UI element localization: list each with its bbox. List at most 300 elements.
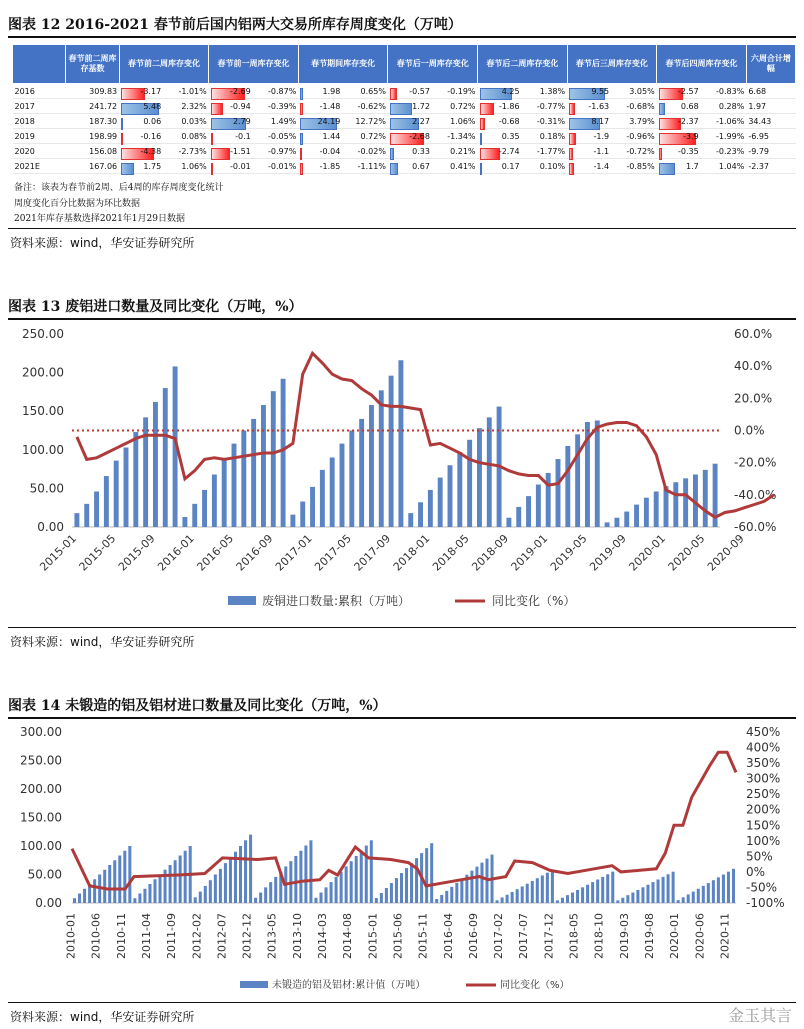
y-right-tick: 60.0% <box>734 327 773 341</box>
change-value: -2.68 <box>409 131 430 141</box>
data-bar <box>300 103 302 115</box>
change-pct: -1.06% <box>716 116 745 126</box>
data-bar <box>480 133 483 145</box>
bar-mark <box>611 872 614 903</box>
bar-mark <box>541 875 544 903</box>
fig14-top-rule <box>8 717 796 719</box>
fig14-bottom-rule <box>8 1002 796 1003</box>
bar-mark <box>199 892 202 903</box>
change-pct: -0.96% <box>626 131 655 141</box>
x-tick: 2010-06 <box>89 913 103 959</box>
bar-mark <box>118 856 121 904</box>
bar-mark <box>174 860 177 903</box>
table-header: 春节后一周库存变化 <box>388 45 478 84</box>
bar-mark <box>204 886 207 903</box>
watermark: 金玉其言 <box>727 1006 792 1025</box>
bar-mark <box>78 894 81 904</box>
change-value: 24.19 <box>317 116 341 126</box>
change-value: -4.38 <box>140 146 162 156</box>
bar-mark <box>84 504 89 527</box>
bar-mark <box>309 840 312 903</box>
x-tick: 2019-03 <box>617 913 631 959</box>
legend-label-bar: 废铜进口数量:累积（万吨） <box>262 594 411 608</box>
change-pct: 0.41% <box>450 161 476 171</box>
y-right-tick: 40.0% <box>734 359 773 374</box>
bar-mark <box>526 496 531 527</box>
bar-mark <box>389 376 394 527</box>
row-year: 2020 <box>13 144 66 159</box>
bar-mark <box>561 898 564 903</box>
change-cell <box>209 129 299 144</box>
bar-mark <box>430 843 433 903</box>
change-cell <box>298 129 388 144</box>
bar-mark <box>194 897 197 903</box>
bar-mark <box>697 889 700 903</box>
data-bar <box>300 163 303 175</box>
x-tick: 2015-01 <box>37 531 80 574</box>
change-cell <box>209 99 299 114</box>
bar-mark <box>192 504 197 527</box>
bar-mark <box>477 428 482 527</box>
x-tick: 2014-03 <box>316 913 330 959</box>
change-pct: -0.19% <box>447 86 476 96</box>
change-value: -1.85 <box>319 161 341 171</box>
data-bar <box>300 133 302 145</box>
change-cell <box>119 159 209 174</box>
change-cell <box>567 129 657 144</box>
x-tick: 2010-01 <box>64 913 78 959</box>
bar-mark <box>683 478 688 527</box>
bar-mark <box>521 886 524 903</box>
bar-mark <box>662 877 665 903</box>
bar-mark <box>314 898 317 903</box>
x-tick: 2017-09 <box>351 531 394 574</box>
bar-mark <box>202 490 207 527</box>
change-cell <box>567 99 657 114</box>
legend-swatch-bar <box>240 981 268 988</box>
change-pct: 0.10% <box>539 161 566 171</box>
change-pct: 0.72% <box>360 131 386 141</box>
bar-mark <box>480 863 483 903</box>
bar-mark <box>614 518 619 527</box>
bar-mark <box>254 898 257 903</box>
bar-mark <box>445 891 448 903</box>
row-base: 167.06 <box>66 159 119 174</box>
bar-mark <box>616 900 619 903</box>
bar-mark <box>450 887 453 903</box>
bar-mark <box>605 522 610 527</box>
bar-mark <box>113 860 116 903</box>
x-tick: 2017-05 <box>312 531 354 574</box>
change-cell <box>388 114 478 129</box>
x-tick: 2019-09 <box>587 531 629 574</box>
x-tick: 2013-10 <box>290 913 304 959</box>
bar-mark <box>687 894 690 903</box>
data-bar <box>390 103 412 115</box>
change-value: -0.01 <box>230 161 251 171</box>
change-value: 5.48 <box>143 101 162 111</box>
bar-mark <box>251 419 256 527</box>
x-tick: 2016-01 <box>155 531 197 574</box>
change-pct: -0.68% <box>626 101 655 111</box>
change-cell <box>567 114 657 129</box>
bar-mark <box>576 890 579 903</box>
x-tick: 2018-09 <box>469 531 512 574</box>
x-tick: 2018-05 <box>567 913 581 959</box>
change-pct: -0.01% <box>268 161 297 171</box>
change-value: -1.1 <box>593 146 610 156</box>
change-cell <box>657 84 747 99</box>
change-value: 2.27 <box>412 116 430 126</box>
data-bar <box>480 148 501 160</box>
bar-mark <box>732 869 735 903</box>
bar-mark <box>418 502 423 527</box>
change-pct: -0.85% <box>626 161 655 171</box>
row-total: 34.43 <box>746 114 795 129</box>
bar-mark <box>425 848 428 903</box>
change-pct: -0.97% <box>268 146 297 156</box>
x-tick: 2019-05 <box>547 531 590 574</box>
fig13-chart <box>0 322 804 622</box>
bar-mark <box>259 893 262 903</box>
bar-mark <box>124 447 129 527</box>
bar-mark <box>410 863 413 903</box>
change-pct: -1.77% <box>536 146 566 156</box>
change-pct: 1.04% <box>718 161 745 171</box>
bar-mark <box>546 473 551 527</box>
bar-mark <box>596 879 599 903</box>
bar-mark <box>340 872 343 903</box>
change-value: -3.17 <box>140 86 162 96</box>
change-value: 0.33 <box>412 146 430 156</box>
fig12-bottom-rule <box>8 228 796 229</box>
change-value: -1.86 <box>498 101 520 111</box>
bar-mark <box>646 885 649 903</box>
bar-mark <box>702 886 705 903</box>
change-cell <box>209 144 299 159</box>
change-pct: -0.23% <box>716 146 745 156</box>
bar-mark <box>586 885 589 903</box>
y-right-tick: 50% <box>746 849 773 864</box>
x-tick: 2017-01 <box>272 531 315 574</box>
change-value: 0.35 <box>501 131 520 141</box>
row-year: 2017 <box>13 99 66 114</box>
change-value: -0.68 <box>498 116 520 126</box>
y-left-tick: 100.00 <box>22 442 64 457</box>
change-cell <box>388 129 478 144</box>
table-row <box>13 144 796 159</box>
data-bar <box>121 163 134 175</box>
bar-mark <box>375 898 378 903</box>
change-value: -0.04 <box>319 146 341 156</box>
y-right-tick: -100% <box>746 896 785 910</box>
bar-mark <box>163 388 168 527</box>
table-header: 春节后四周库存变化 <box>657 45 747 84</box>
change-pct: 1.06% <box>450 116 476 126</box>
bar-mark <box>536 878 539 903</box>
x-tick: 2012-07 <box>215 913 229 959</box>
change-pct: -1.11% <box>357 161 386 171</box>
data-bar <box>211 103 223 115</box>
bar-mark <box>300 502 305 527</box>
change-cell <box>119 84 209 99</box>
bar-mark <box>350 861 353 903</box>
bar-mark <box>133 432 138 527</box>
x-tick: 2012-02 <box>190 913 204 959</box>
fig12-note-2: 周度变化百分比数据为环比数据 <box>14 199 141 209</box>
bar-mark <box>516 507 521 527</box>
bar-mark <box>153 879 156 903</box>
bar-mark <box>224 863 227 903</box>
data-bar <box>569 148 573 160</box>
x-tick: 2015-11 <box>416 913 430 959</box>
change-pct: 1.06% <box>181 161 207 171</box>
change-pct: -0.83% <box>716 86 745 96</box>
y-left-tick: 200.00 <box>20 782 62 796</box>
bar-mark <box>269 882 272 903</box>
bar-mark <box>571 893 574 903</box>
bar-mark <box>651 882 654 903</box>
change-value: -0.94 <box>230 101 251 111</box>
row-base: 187.30 <box>66 114 119 129</box>
y-right-tick: 0.0% <box>734 423 765 438</box>
bar-mark <box>707 883 710 903</box>
change-pct: 3.79% <box>629 116 655 126</box>
bar-mark <box>229 857 232 903</box>
change-pct: -0.31% <box>536 116 566 126</box>
bar-mark <box>400 873 403 903</box>
bar-mark <box>657 879 660 903</box>
bar-mark <box>320 470 325 527</box>
bar-mark <box>370 840 373 903</box>
change-pct: 0.03% <box>181 116 207 126</box>
x-tick: 2020-11 <box>718 913 732 959</box>
x-tick: 2015-01 <box>366 913 380 959</box>
change-cell <box>567 159 657 174</box>
bar-mark <box>526 884 529 903</box>
fig14-title: 图表 14 未锻造的铝及铝材进口数量及同比变化（万吨，%） <box>8 698 387 714</box>
bar-mark <box>209 880 212 903</box>
bar-mark <box>73 898 76 903</box>
x-tick: 2016-05 <box>194 531 237 574</box>
bar-mark <box>349 431 354 528</box>
x-tick: 2017-02 <box>492 913 506 959</box>
table-row <box>13 84 796 99</box>
y-right-tick: 450% <box>746 725 781 739</box>
change-pct: -0.02% <box>357 146 386 156</box>
y-left-tick: 50.00 <box>29 481 64 496</box>
change-value: 2.79 <box>232 116 251 126</box>
row-year: 2018 <box>13 114 66 129</box>
change-cell <box>388 159 478 174</box>
x-tick: 2015-05 <box>76 531 119 574</box>
bar-mark <box>624 512 629 527</box>
bar-mark <box>641 887 644 903</box>
bar-mark <box>595 420 600 527</box>
bar-mark <box>556 459 561 527</box>
bar-mark <box>249 835 252 903</box>
bar-mark <box>108 865 111 903</box>
row-year: 2021E <box>13 159 66 174</box>
bar-mark <box>123 851 126 903</box>
bar-mark <box>487 417 492 527</box>
change-value: -1.9 <box>593 131 610 141</box>
y-left-tick: 200.00 <box>22 365 64 380</box>
change-cell <box>388 144 478 159</box>
bar-mark <box>340 444 345 527</box>
bar-mark <box>566 895 569 903</box>
data-bar <box>569 133 576 145</box>
data-bar <box>480 118 485 130</box>
y-right-tick: 200% <box>746 802 781 817</box>
data-bar <box>480 163 482 175</box>
bar-mark <box>94 491 99 527</box>
x-tick: 2011-04 <box>139 913 153 959</box>
change-value: 4.25 <box>501 86 520 96</box>
change-cell <box>478 114 568 129</box>
bar-mark <box>460 879 463 903</box>
bar-mark <box>470 871 473 903</box>
data-bar <box>659 103 665 115</box>
data-bar <box>121 118 123 130</box>
bar-mark <box>467 440 472 527</box>
bar-mark <box>428 490 433 527</box>
change-pct: -0.87% <box>268 86 297 96</box>
bar-mark <box>506 895 509 903</box>
bar-mark <box>244 840 247 903</box>
bar-mark <box>546 873 549 903</box>
change-pct: -1.34% <box>447 131 476 141</box>
table-row <box>13 159 796 174</box>
y-right-tick: -40.0% <box>734 487 777 502</box>
bar-mark <box>219 869 222 903</box>
y-left-tick: 50.00 <box>27 867 62 882</box>
data-bar <box>569 163 574 175</box>
change-cell <box>298 84 388 99</box>
x-tick: 2011-09 <box>165 913 179 959</box>
y-left-tick: 250.00 <box>20 753 62 768</box>
change-cell <box>388 84 478 99</box>
row-total: -2.37 <box>746 159 795 174</box>
bar-mark <box>261 405 266 527</box>
bar-mark <box>271 391 276 527</box>
data-bar <box>390 88 397 100</box>
bar-mark <box>457 452 462 527</box>
bar-mark <box>133 898 136 903</box>
table-header: 春节前二周库存基数 <box>66 45 119 84</box>
row-base: 156.08 <box>66 144 119 159</box>
change-cell <box>567 144 657 159</box>
row-total: -9.79 <box>746 144 795 159</box>
change-cell <box>298 99 388 114</box>
row-total: 6.68 <box>746 84 795 99</box>
bar-mark <box>212 475 217 527</box>
table-row <box>13 114 796 129</box>
bar-mark <box>634 505 639 527</box>
change-cell <box>478 129 568 144</box>
y-right-tick: 150% <box>746 818 781 833</box>
bar-mark <box>395 878 398 903</box>
bar-mark <box>591 882 594 903</box>
bar-mark <box>360 851 363 903</box>
change-value: 8.17 <box>591 116 610 126</box>
change-cell <box>478 159 568 174</box>
fig14-chart <box>0 720 804 1000</box>
y-right-tick: 20.0% <box>734 391 773 406</box>
change-value: -2.74 <box>498 146 520 156</box>
bar-mark <box>128 846 131 903</box>
bar-mark <box>667 874 670 903</box>
change-pct: 0.28% <box>718 101 745 111</box>
bar-mark <box>239 846 242 903</box>
change-pct: 1.49% <box>270 116 297 126</box>
bar-mark <box>290 515 295 527</box>
change-cell <box>657 99 747 114</box>
fig14-source: 资料来源：wind，华安证券研究所 <box>10 1010 195 1024</box>
bar-mark <box>335 877 338 903</box>
change-value: 0.06 <box>143 116 162 126</box>
bar-mark <box>415 858 418 903</box>
x-tick: 2015-09 <box>115 531 158 574</box>
data-bar <box>211 163 213 175</box>
data-bar <box>480 103 494 115</box>
x-tick: 2020-06 <box>693 913 707 959</box>
data-bar <box>569 103 575 115</box>
bar-mark <box>448 465 453 527</box>
bar-mark <box>703 470 708 527</box>
y-left-tick: 100.00 <box>20 839 62 853</box>
change-cell <box>657 144 747 159</box>
x-tick: 2019-08 <box>643 913 656 959</box>
y-right-tick: 300% <box>746 771 781 786</box>
bar-mark <box>601 877 604 903</box>
bar-mark <box>581 887 584 903</box>
bar-mark <box>380 893 383 903</box>
change-value: 1.72 <box>412 101 430 111</box>
change-cell <box>298 114 388 129</box>
bar-mark <box>159 875 162 904</box>
y-right-tick: -20.0% <box>734 455 777 470</box>
change-cell <box>298 144 388 159</box>
bar-mark <box>511 892 514 903</box>
change-value: -2.57 <box>678 86 699 96</box>
x-tick: 2020-05 <box>665 531 708 574</box>
bar-mark <box>398 360 403 527</box>
bar-mark <box>359 419 364 527</box>
change-cell <box>209 159 299 174</box>
change-cell <box>657 159 747 174</box>
x-tick: 2020-09 <box>704 531 747 574</box>
bar-mark <box>692 892 695 903</box>
bar-mark <box>330 882 333 903</box>
change-cell <box>478 84 568 99</box>
table-row <box>13 99 796 114</box>
change-pct: -2.73% <box>178 146 207 156</box>
bar-mark <box>536 485 541 527</box>
bar-mark <box>551 870 554 903</box>
bar-mark <box>304 846 307 903</box>
bar-mark <box>405 868 408 903</box>
data-bar <box>211 148 230 160</box>
legend-swatch-bar <box>228 596 256 605</box>
row-year: 2019 <box>13 129 66 144</box>
change-pct: 0.18% <box>539 131 566 141</box>
row-total: 1.97 <box>746 99 795 114</box>
bar-mark <box>440 895 443 903</box>
change-pct: -1.99% <box>716 131 745 141</box>
y-left-tick: 300.00 <box>20 725 62 739</box>
bar-mark <box>626 895 629 903</box>
